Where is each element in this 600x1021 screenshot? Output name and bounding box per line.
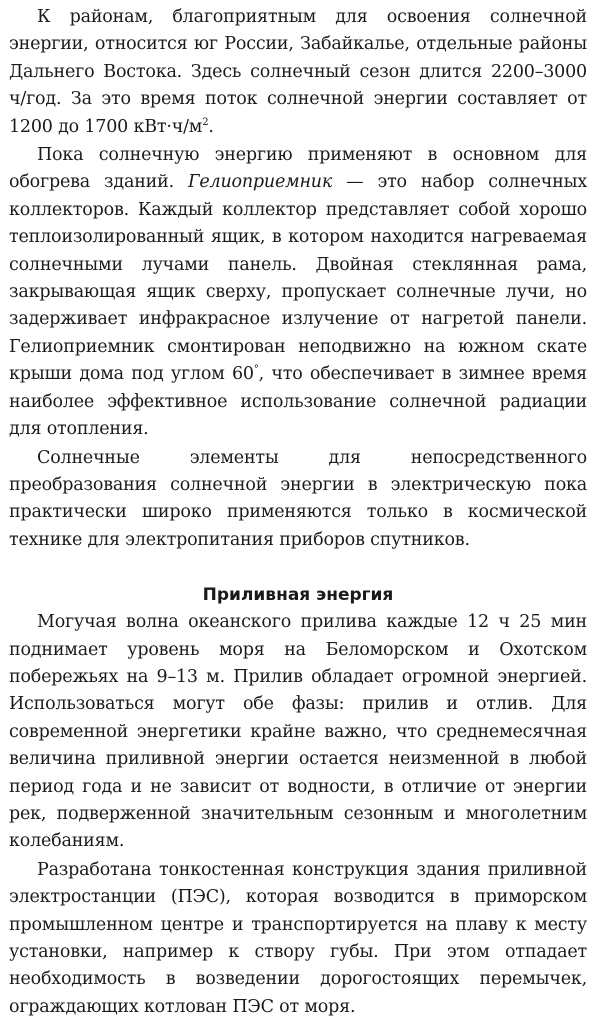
term-heliocollector: Гелиоприемник bbox=[187, 172, 333, 193]
paragraph-heliocollector-body: — это набор солнечных коллекторов. Каждый коллектор представляет собой хорошо теплоизолированный ящик, в котором находится нагреваемая солнечными лучами панель. Двойная стеклянная рама, закрывающая ящик сверху, пропускает солнечные лучи, но задерживает инфракрасное излучение от нагретой панели. Гелиоприемник смонтирован неподвижно на южном скате крыши дома под углом 60 bbox=[9, 172, 587, 385]
paragraph-solar-regions-end: . bbox=[208, 116, 214, 137]
paragraph-heliocollector-intro: Пока солнечную энергию применяют в основном для обогрева зданий. bbox=[9, 145, 587, 193]
paragraph-solar-regions bbox=[9, 4, 587, 141]
section-heading-tidal-energy: Приливная энергия bbox=[202, 585, 394, 606]
paragraph-heliocollector-end: , что обеспечивает в зимнее время наиболее эффективное использование солнечной радиации для отопления. bbox=[9, 364, 587, 440]
degree-superscript: ° bbox=[253, 364, 259, 376]
paragraph-solar-regions-text: К районам, благоприятным для освоения солнечной энергии, относится юг России, Забайкалье, отдельные районы Дальнего Востока. Здесь солнечный сезон длится 2200–3000 ч/год. За это время поток солнечной энергии составляет от 1200 до 1700 кВт·ч/м bbox=[9, 7, 587, 137]
square-meter-superscript: 2 bbox=[202, 116, 209, 128]
paragraph-heliocollector bbox=[9, 142, 587, 443]
paragraph-solar-elements: Солнечные элементы для непосредственного преобразования солнечной энергии в электрическую пока практически широко применяются только в космической технике для электропитания приборов спутников. bbox=[9, 447, 587, 550]
document-page bbox=[9, 4, 587, 1021]
paragraph-tidal-station: Разработана тонкостенная конструкция здания приливной электростанции (ПЭС), которая возводится в приморском промышленном центре и транспортируется на плаву к месту установки, например к створу губы. При этом отпадает необходимость в возведении дорогостоящих перемычек, ограждающих котлован ПЭС от моря. bbox=[9, 859, 587, 1017]
paragraph-tidal-wave: Могучая волна океанского прилива каждые 12 ч 25 мин поднимает уровень моря на Беломорском и Охотском побережьях на 9–13 м. Прилив обладает огромной энергией. Использоваться могут обе фазы: прилив и отлив. Для современной энергетики крайне важно, что среднемесячная величина приливной энергии остается неизменной в любой период года и не зависит от водности, в отличие от энергии рек, подверженной значительным сезонным и многолетним колебаниям. bbox=[9, 612, 587, 852]
